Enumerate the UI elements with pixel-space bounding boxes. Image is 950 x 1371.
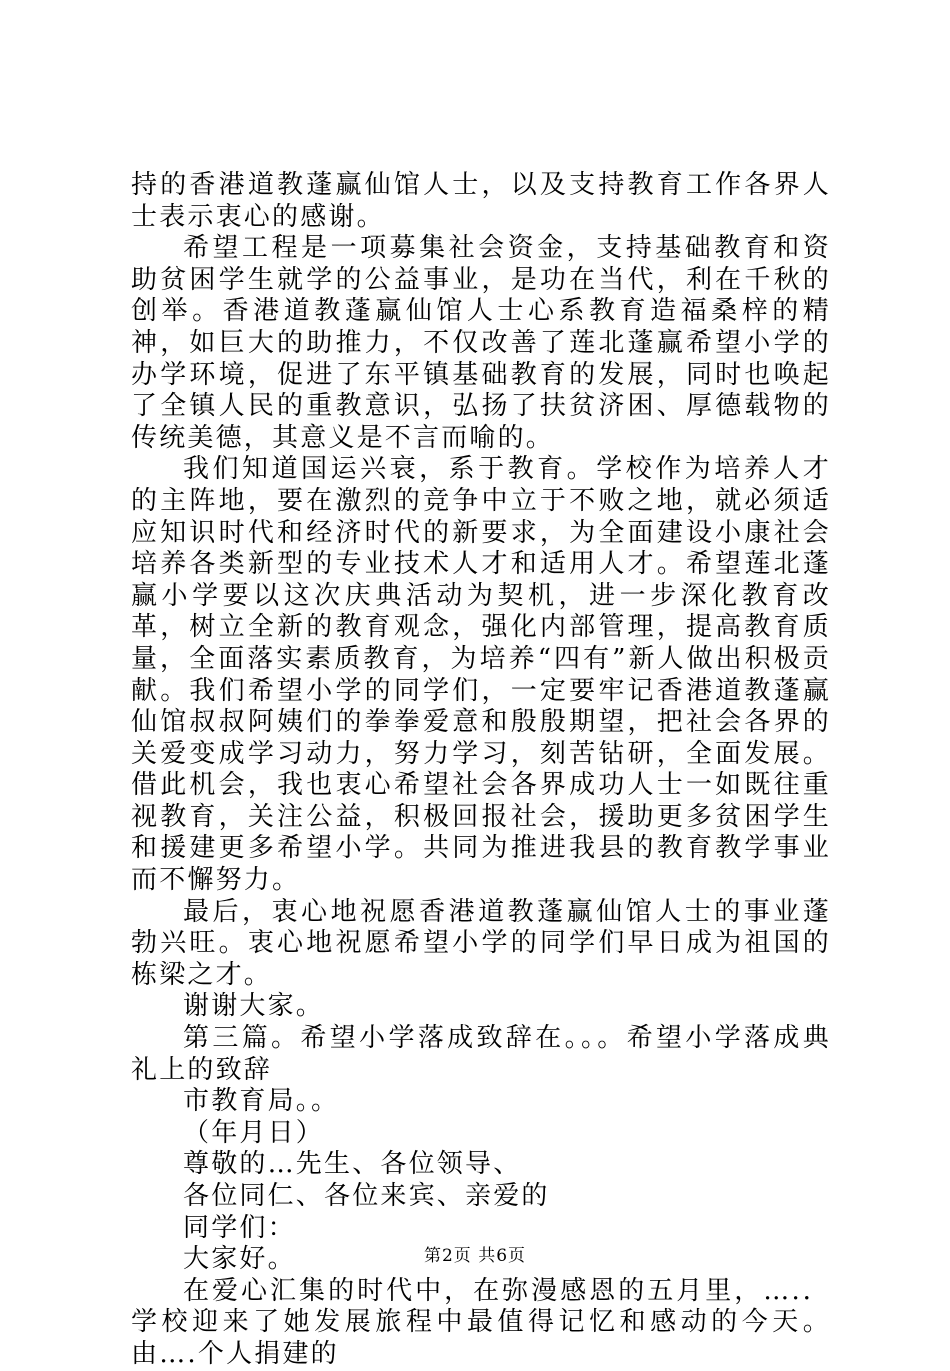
paragraph-4: 最后，衷心地祝愿香港道教蓬赢仙馆人士的事业蓬勃兴旺。衷心地祝愿希望小学的同学们早日成为祖国的栋梁之才。 <box>131 896 831 990</box>
page-number-label: 第2页 共6页 <box>423 1246 527 1266</box>
author-line: 市教育局。。 <box>183 1086 340 1117</box>
salutation-line-2: 各位同仁、各位来宾、亲爱的 <box>183 1181 550 1211</box>
section-heading: 第三篇。希望小学落成致辞在。。。希望小学落成典礼上的致辞 <box>131 1023 831 1085</box>
paragraph-3: 我们知道国运兴衰，系于教育。学校作为培养人才的主阵地，要在激烈的竞争中立于不败之地，就必须适应知识时代和经济时代的新要求，为全面建设小康社会培养各类新型的专业技术人才和适用人才。希望莲北蓬赢小学要以这次庆典活动为契机，进一步深化教育改革，树立全新的教育观念，强化内部管理，提高教育质量，全面落实素质教育，为培养“四有”新人做出积极贡献。我们希望小学的同学们，一定要牢记香港道教蓬赢仙馆叔叔阿姨们的拳拳爱意和殷殷期望，把社会各界的关爱变成学习动力，努力学习，刻苦钻研，全面发展。借此机会，我也衷心希望社会各界成功人士一如既往重视教育，关注公益，积极回报社会，援助更多贫困学生和援建更多希望小学。共同为推进我县的教育教学事业而不懈努力。 <box>131 454 831 896</box>
salutation-line-3: 同学们： <box>183 1212 296 1243</box>
paragraph-1: 持的香港道教蓬赢仙馆人士，以及支持教育工作各界人士表示衷心的感谢。 <box>131 170 831 232</box>
paragraph-2: 希望工程是一项募集社会资金，支持基础教育和资助贫困学生就学的公益事业，是功在当代，利在千秋的创举。香港道教蓬赢仙馆人士心系教育造福桑梓的精神，如巨大的助推力，不仅改善了莲北蓬赢希望小学的办学环境，促进了东平镇基础教育的发展，同时也唤起了全镇人民的重教意识，弘扬了扶贫济困、厚德载物的传统美德，其意义是不言而喻的。 <box>131 233 831 453</box>
paragraph-final: 在爱心汇集的时代中，在弥漫感恩的五月里，….．学校迎来了她发展旅程中最值得记忆和感动的今天。由….个人捐建的 <box>131 1275 831 1369</box>
paragraph-5: 谢谢大家。 <box>183 991 325 1022</box>
date-line: （年月日） <box>183 1117 325 1148</box>
page-footer <box>0 1244 950 1268</box>
greeting-line: 大家好。 <box>183 1244 296 1275</box>
salutation-line-1: 尊敬的…先生、各位领导、 <box>183 1149 522 1180</box>
document-body <box>131 170 831 1371</box>
